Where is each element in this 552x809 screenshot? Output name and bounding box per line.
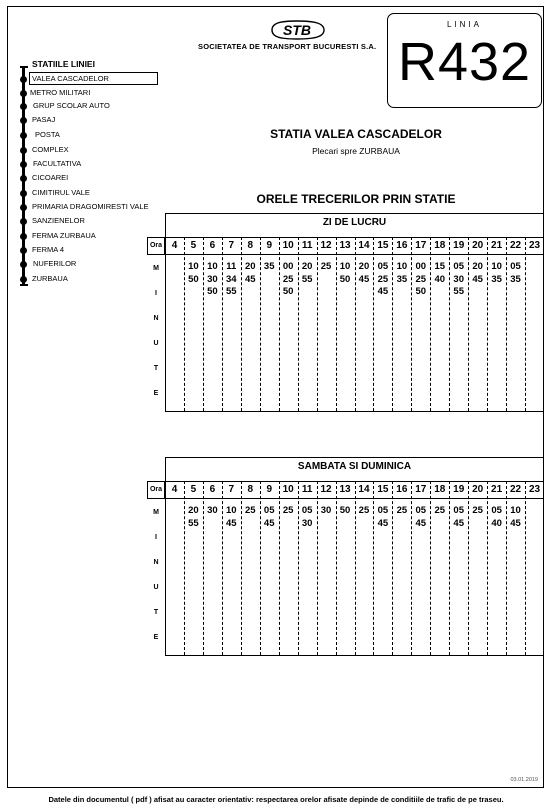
stop-name: CICOAREI	[32, 173, 69, 182]
minute-value: 05	[377, 505, 389, 516]
stop-marker	[20, 132, 27, 139]
minute-value: 45	[263, 517, 275, 529]
minute-value: 45	[453, 517, 464, 529]
minute-value: 10	[510, 505, 521, 516]
table-bottom-line	[165, 655, 544, 656]
hour-cell: 8	[247, 484, 254, 495]
minute-value: 05	[415, 505, 427, 516]
minute-value: 25	[244, 505, 256, 516]
minute-value: 20	[472, 261, 483, 272]
minute-value: 20	[244, 261, 256, 272]
line-badge	[387, 13, 542, 108]
stop-marker	[20, 175, 27, 182]
minute-value: 45	[226, 517, 237, 529]
stb-logo	[268, 20, 326, 40]
minute-value: 45	[472, 273, 483, 285]
minute-value: 20	[301, 261, 313, 272]
minute-letter: T	[153, 609, 159, 616]
direction-label: Plecari spre ZURBAUA	[312, 146, 400, 156]
minute-value: 45	[377, 517, 389, 529]
minute-value: 55	[453, 286, 464, 297]
stop-name: POSTA	[35, 130, 60, 139]
hour-cell: 6	[209, 240, 216, 251]
hour-cell: 22	[510, 484, 522, 495]
hour-cell: 10	[282, 484, 294, 495]
current-stop-name: VALEA CASCADELOR	[32, 74, 109, 83]
hour-cell: 11	[301, 240, 313, 251]
minute-value: 30	[207, 505, 218, 516]
stop-marker	[20, 147, 27, 154]
minute-value: 30	[320, 505, 332, 516]
hour-cell: 9	[266, 484, 272, 495]
minute-value: 45	[244, 273, 256, 285]
line-label: LINIA	[446, 20, 482, 29]
minute-value: 45	[358, 273, 370, 285]
minute-letter: N	[153, 315, 159, 322]
stop-name: ZURBAUA	[32, 274, 68, 283]
minute-value: 45	[415, 517, 427, 529]
stop-marker	[20, 161, 27, 168]
minute-value: 30	[207, 273, 218, 285]
hour-cell: 12	[320, 484, 332, 495]
minute-value: 15	[434, 261, 446, 272]
stop-marker	[20, 117, 27, 124]
minute-value: 05	[453, 261, 464, 272]
minute-value: 10	[339, 261, 351, 272]
stop-marker	[20, 233, 27, 240]
hour-cell: 9	[266, 240, 272, 251]
minute-value: 05	[491, 505, 502, 516]
svg-text:STB: STB	[283, 22, 311, 38]
stop-name: CIMITIRUL VALE	[32, 188, 90, 197]
minute-letter: U	[153, 340, 159, 347]
hour-cell: 6	[209, 484, 216, 495]
hour-cell: 7	[228, 484, 235, 495]
stop-marker	[20, 103, 27, 110]
stop-marker	[20, 261, 27, 268]
hour-cell: 8	[247, 240, 254, 251]
minute-value: 55	[188, 517, 199, 529]
minute-value: 50	[415, 286, 427, 297]
minute-value: 50	[207, 286, 218, 297]
stop-name: PASAJ	[32, 115, 56, 124]
hours-title: ORELE TRECERILOR PRIN STATIE	[256, 192, 456, 206]
station-title: STATIA VALEA CASCADELOR	[270, 127, 442, 141]
minute-value: 20	[358, 261, 370, 272]
minute-value: 05	[453, 505, 464, 516]
column-divider	[525, 481, 526, 655]
hour-cell: 13	[339, 484, 351, 495]
minute-value: 10	[207, 261, 218, 272]
hour-cell: 17	[415, 240, 427, 251]
minute-value: 50	[339, 505, 351, 516]
line-number: R432	[397, 32, 532, 92]
minute-value: 25	[415, 273, 427, 285]
minute-value: 25	[377, 273, 389, 285]
minute-value: 34	[226, 273, 237, 285]
minute-value: 55	[226, 286, 237, 297]
minute-value: 10	[396, 261, 408, 272]
table-left-border	[165, 481, 166, 655]
stop-name: FERMA 4	[32, 245, 65, 254]
hour-cell: 20	[472, 240, 484, 251]
hour-cell: 14	[358, 484, 370, 495]
minute-value: 55	[301, 273, 313, 285]
hour-cell: 21	[491, 240, 503, 251]
hour-cell: 20	[472, 484, 484, 495]
table-left-border	[165, 237, 166, 411]
disclaimer: Datele din documentul ( pdf ) afisat au caracter orientativ: respectarea orelor afisate depinde de conditiile de trafic de pe traseu.	[48, 795, 504, 804]
hour-cell: 13	[339, 240, 351, 251]
minute-value: 25	[434, 505, 446, 516]
weekday-timetable	[147, 213, 544, 411]
hour-cell: 4	[171, 484, 178, 495]
hour-cell: 23	[528, 240, 541, 251]
stop-marker	[20, 218, 27, 225]
minute-value: 25	[282, 505, 294, 516]
minute-value: 40	[491, 517, 502, 529]
table-title: SAMBATA SI DUMINICA	[297, 461, 412, 472]
column-divider	[525, 237, 526, 411]
weekend-timetable	[147, 457, 544, 655]
stop-name: FACULTATIVA	[33, 159, 82, 168]
stop-marker	[20, 204, 27, 211]
minute-value: 50	[339, 273, 351, 285]
hour-cell: 5	[190, 484, 197, 495]
hour-cell: 7	[228, 240, 235, 251]
ora-label: Ora	[147, 237, 165, 255]
minute-value: 25	[358, 505, 370, 516]
hour-cell: 5	[190, 240, 197, 251]
minute-value: 50	[188, 273, 199, 285]
minute-value: 50	[282, 286, 294, 297]
minute-value: 25	[396, 505, 408, 516]
hour-cell: 21	[491, 484, 503, 495]
stop-name: NUFERILOR	[33, 259, 77, 268]
stop-marker	[20, 276, 27, 283]
hour-cell: 19	[453, 484, 465, 495]
hour-cell: 18	[434, 240, 446, 251]
stop-name: COMPLEX	[32, 145, 69, 154]
minute-value: 35	[491, 273, 502, 285]
stop-name: GRUP SCOLAR AUTO	[33, 101, 110, 110]
hour-cell: 4	[171, 240, 178, 251]
minute-letter: I	[155, 290, 157, 297]
hour-cell: 14	[358, 240, 370, 251]
hour-cell: 12	[320, 240, 332, 251]
minute-value: 25	[282, 273, 294, 285]
minute-letter: T	[153, 365, 159, 372]
route-start-cap	[20, 66, 28, 68]
stop-marker	[20, 76, 27, 83]
stop-name: SANZIENELOR	[32, 216, 85, 225]
stop-marker	[20, 247, 27, 254]
stop-name: FERMA ZURBAUA	[32, 231, 96, 240]
minute-value: 00	[282, 261, 294, 272]
hour-cell: 16	[396, 240, 408, 251]
hour-cell: 16	[396, 484, 408, 495]
company-name: SOCIETATEA DE TRANSPORT BUCURESTI S.A.	[198, 42, 377, 51]
stop-name: METRO MILITARI	[30, 88, 91, 97]
hour-cell: 23	[528, 484, 541, 495]
minute-value: 45	[510, 517, 521, 529]
hour-cell: 11	[301, 484, 313, 495]
minute-value: 05	[377, 261, 389, 272]
minute-value: 30	[301, 517, 313, 529]
minute-value: 00	[415, 261, 427, 272]
minute-letter: M	[153, 265, 159, 272]
minute-value: 35	[263, 261, 275, 272]
minute-value: 20	[188, 505, 199, 516]
minute-letter: I	[155, 534, 157, 541]
hour-cell: 22	[510, 240, 522, 251]
hour-cell: 17	[415, 484, 427, 495]
minute-letter: M	[153, 509, 159, 516]
minute-letter: U	[153, 584, 159, 591]
table-title: ZI DE LUCRU	[322, 217, 387, 228]
minute-value: 30	[453, 273, 464, 285]
table-bottom-line	[165, 411, 544, 412]
ora-label: Ora	[147, 481, 165, 499]
minute-value: 05	[510, 261, 521, 272]
minute-value: 10	[491, 261, 502, 272]
minute-value: 11	[226, 261, 237, 272]
minute-letter: E	[153, 634, 159, 641]
route-end-cap	[20, 284, 28, 286]
stop-marker	[20, 190, 27, 197]
minute-value: 45	[377, 286, 389, 297]
minute-letter: E	[153, 390, 159, 397]
minute-letter: N	[153, 559, 159, 566]
minute-value: 05	[263, 505, 275, 516]
minute-value: 35	[510, 273, 521, 285]
hour-cell: 19	[453, 240, 465, 251]
minute-value: 25	[320, 261, 332, 272]
minute-value: 40	[434, 273, 446, 285]
minute-value: 05	[301, 505, 313, 516]
hour-cell: 15	[377, 240, 389, 251]
stop-marker	[20, 90, 27, 97]
document-date: 03.01.2019	[510, 777, 538, 783]
stop-name: PRIMARIA DRAGOMIRESTI VALE	[32, 202, 149, 211]
stops-title: STATIILE LINIEI	[32, 59, 95, 69]
minute-value: 35	[396, 273, 408, 285]
minute-value: 25	[472, 505, 483, 516]
hour-cell: 15	[377, 484, 389, 495]
hour-cell: 10	[282, 240, 294, 251]
hour-cell: 18	[434, 484, 446, 495]
minute-value: 10	[188, 261, 199, 272]
minute-value: 10	[226, 505, 237, 516]
